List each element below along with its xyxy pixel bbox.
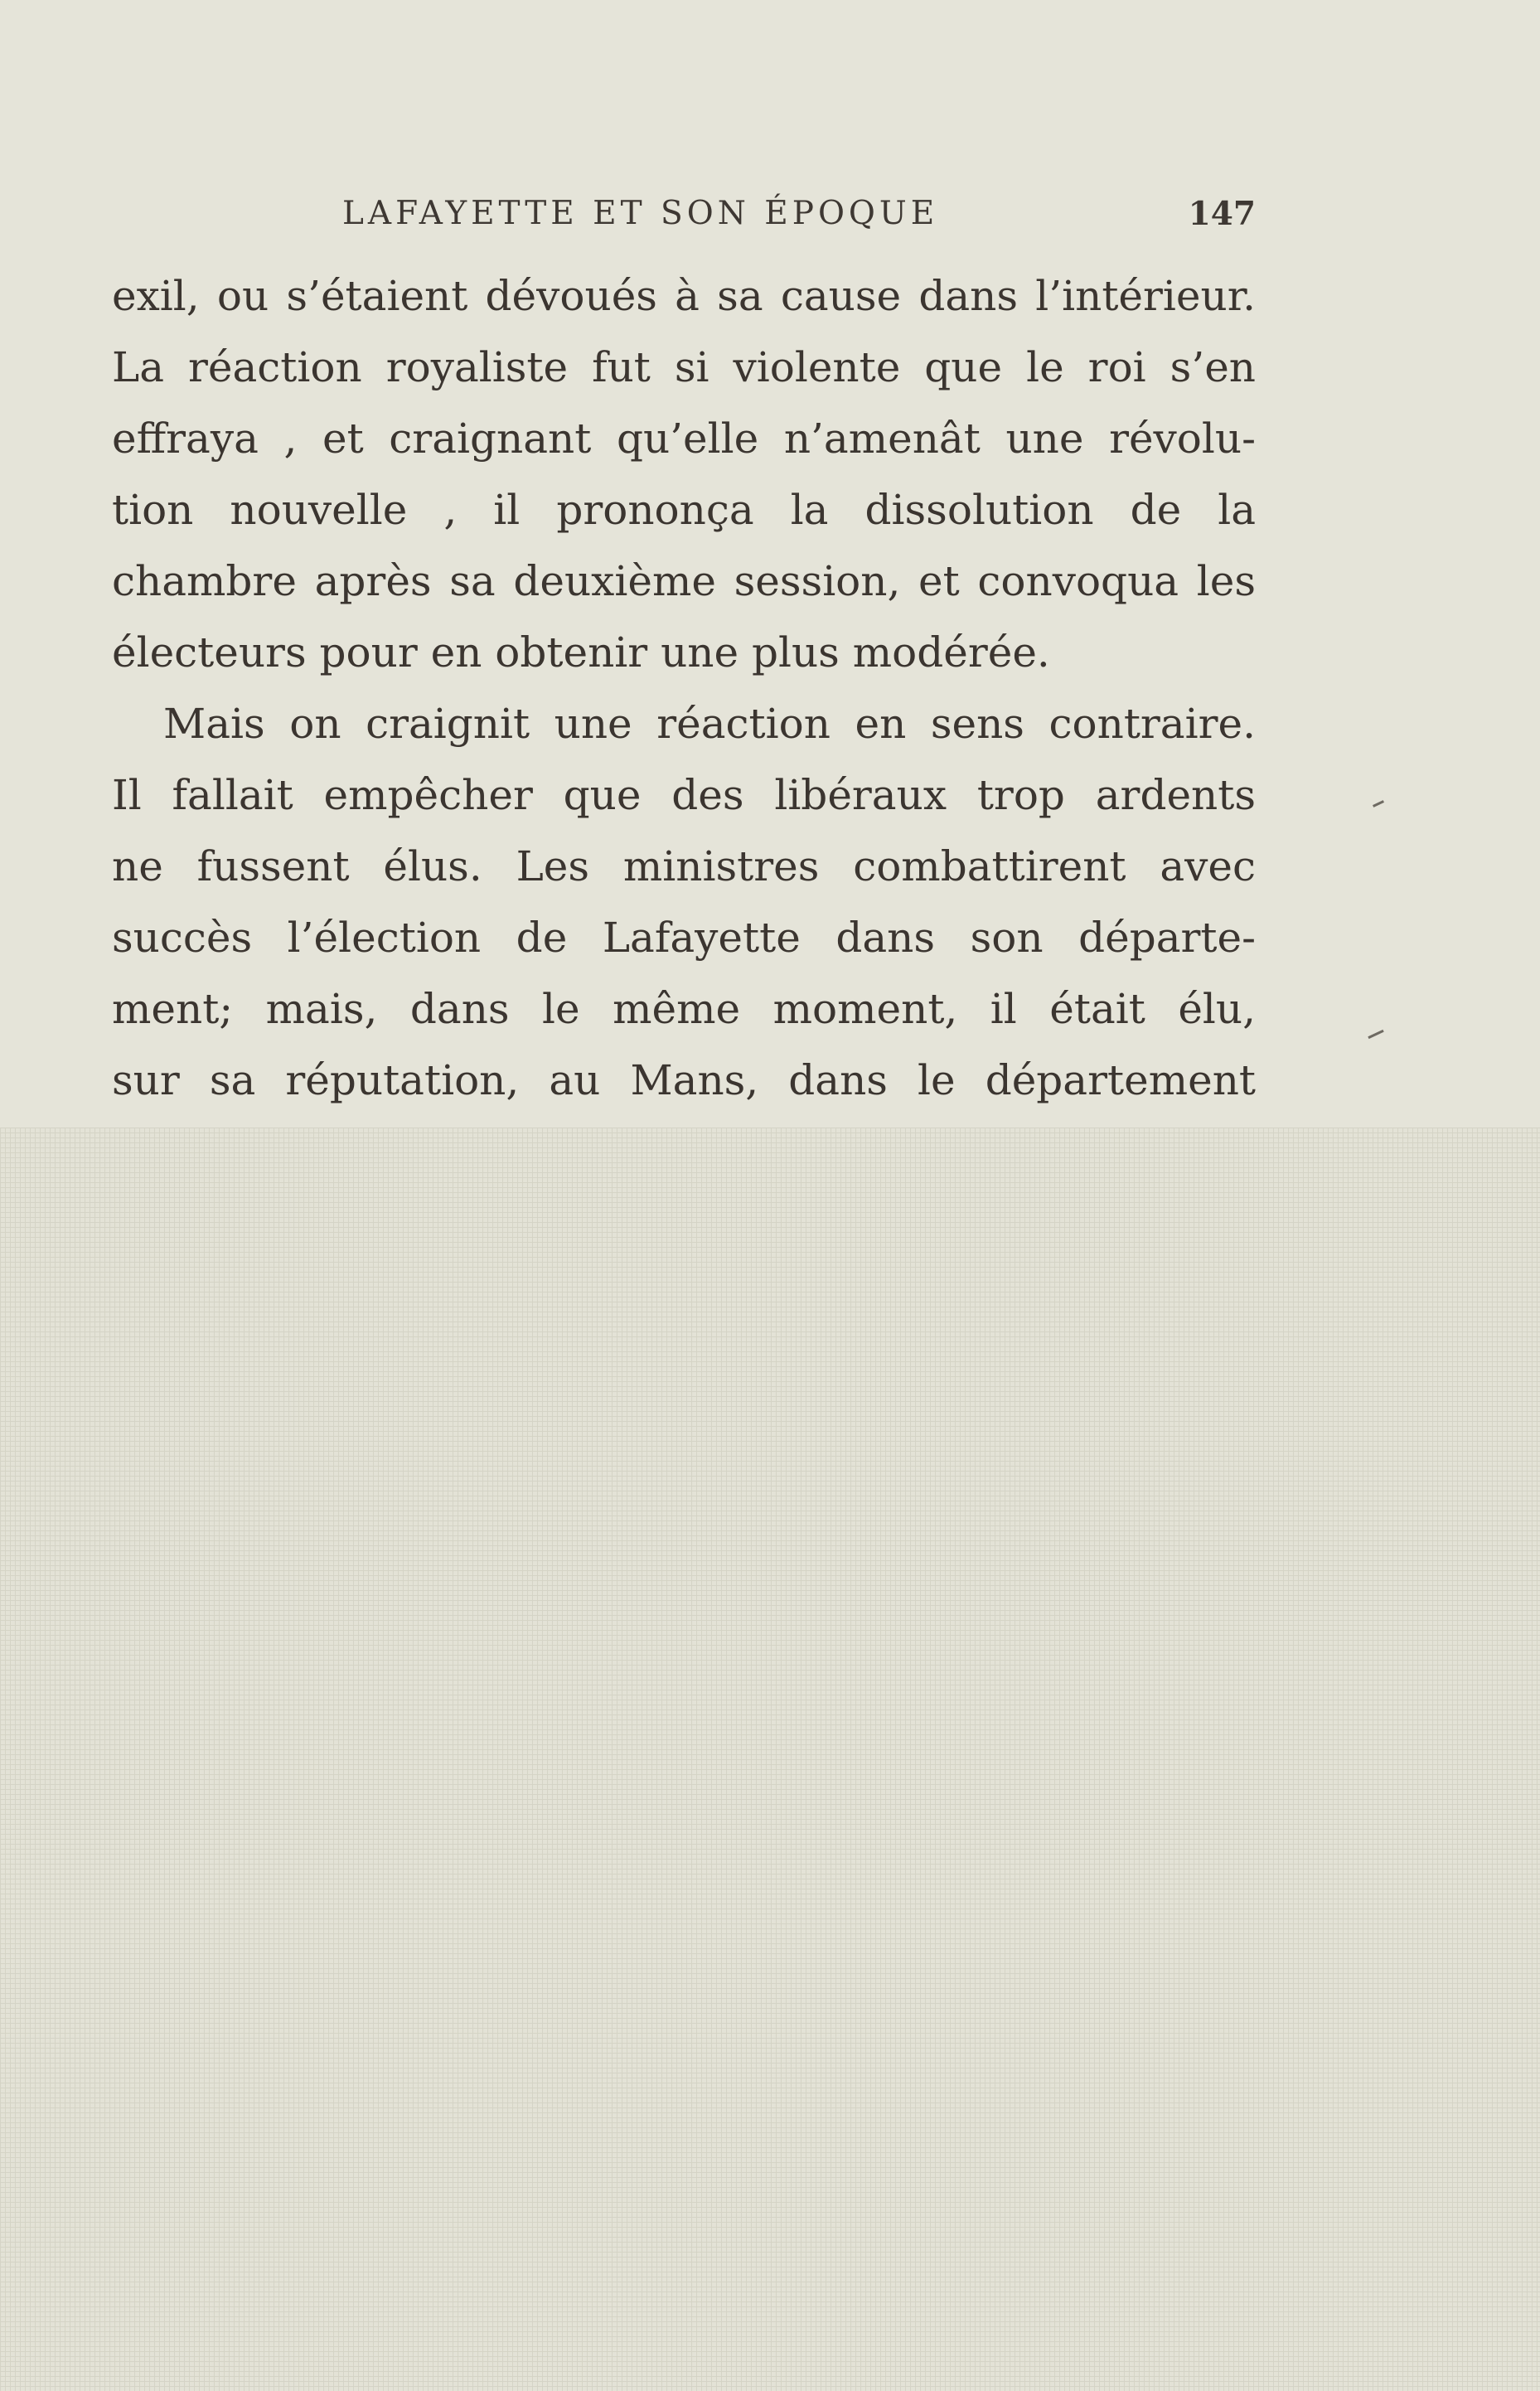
ink-speck <box>1368 1030 1383 1039</box>
body-text <box>112 260 1256 1131</box>
ink-speck <box>1373 800 1384 808</box>
text-line: La réaction royaliste fut si violente que le roi s’en <box>112 343 1256 391</box>
page-number: 147 <box>1188 195 1256 233</box>
text-line: succès l’élection de Lafayette dans son départe- <box>112 914 1256 962</box>
text-line: sur sa réputation, au Mans, dans le département <box>112 1056 1256 1104</box>
text-line: exil, ou s’étaient dévoués à sa cause dans l’intérieur. <box>112 272 1256 320</box>
text-line: ment; mais, dans le même moment, il était élu, <box>112 985 1256 1033</box>
running-head <box>112 189 1256 239</box>
text-line: ne fussent élus. Les ministres combattirent avec <box>112 842 1256 890</box>
text-line: électeurs pour en obtenir une plus modérée. <box>112 628 1050 677</box>
missing-page-area <box>0 1128 1540 2391</box>
running-title: LAFAYETTE ET SON ÉPOQUE <box>342 195 939 232</box>
text-line: Il fallait empêcher que des libéraux trop ardents <box>112 771 1256 819</box>
text-line: Mais on craignit une réaction en sens contraire. <box>163 700 1256 748</box>
text-line: tion nouvelle , il prononça la dissolution de la <box>112 486 1256 534</box>
text-line: effraya , et craignant qu’elle n’amenât une révolu- <box>112 415 1256 463</box>
text-line: chambre après sa deuxième session, et convoqua les <box>112 557 1256 605</box>
